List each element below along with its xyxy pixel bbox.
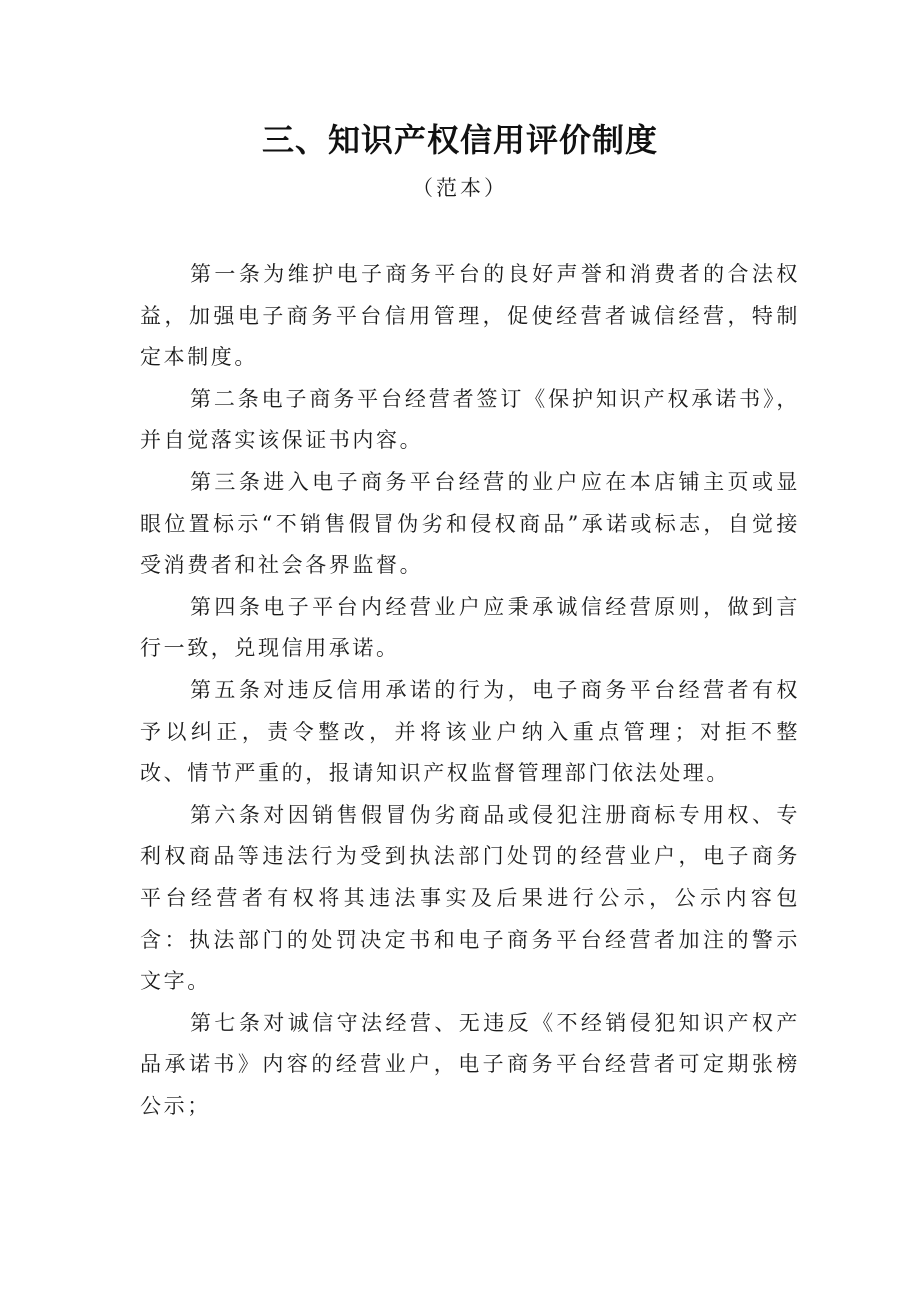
article-2: 第二条电子商务平台经营者签订《保护知识产权承诺书》，并自觉落实该保证书内容。 bbox=[140, 386, 800, 453]
document-title: 三、知识产权信用评价制度 bbox=[261, 121, 658, 159]
article-5: 第五条对违反信用承诺的行为，电子商务平台经营者有权予以纠正，责令整改，并将该业户纳入重点管理；对拒不整改、情节严重的，报请知识产权监督管理部门依法处理。 bbox=[140, 677, 800, 786]
document-body bbox=[140, 254, 800, 1127]
document-subtitle: （范本） bbox=[412, 176, 508, 200]
article-4: 第四条电子平台内经营业户应秉承诚信经营原则，做到言行一致，兑现信用承诺。 bbox=[140, 594, 800, 661]
article-1: 第一条为维护电子商务平台的良好声誉和消费者的合法权益，加强电子商务平台信用管理，促使经营者诚信经营，特制定本制度。 bbox=[140, 262, 800, 370]
article-7: 第七条对诚信守法经营、无违反《不经销侵犯知识产权产品承诺书》内容的经营业户，电子商务平台经营者可定期张榜公示； bbox=[140, 1010, 800, 1118]
article-6: 第六条对因销售假冒伪劣商品或侵犯注册商标专用权、专利权商品等违法行为受到执法部门处罚的经营业户，电子商务平台经营者有权将其违法事实及后果进行公示，公示内容包含：执法部门的处罚决定书和电子商务平台经营者加注的警示文字。 bbox=[140, 802, 800, 994]
article-3: 第三条进入电子商务平台经营的业户应在本店铺主页或显眼位置标示“不销售假冒伪劣和侵权商品”承诺或标志，自觉接受消费者和社会各界监督。 bbox=[140, 469, 800, 578]
